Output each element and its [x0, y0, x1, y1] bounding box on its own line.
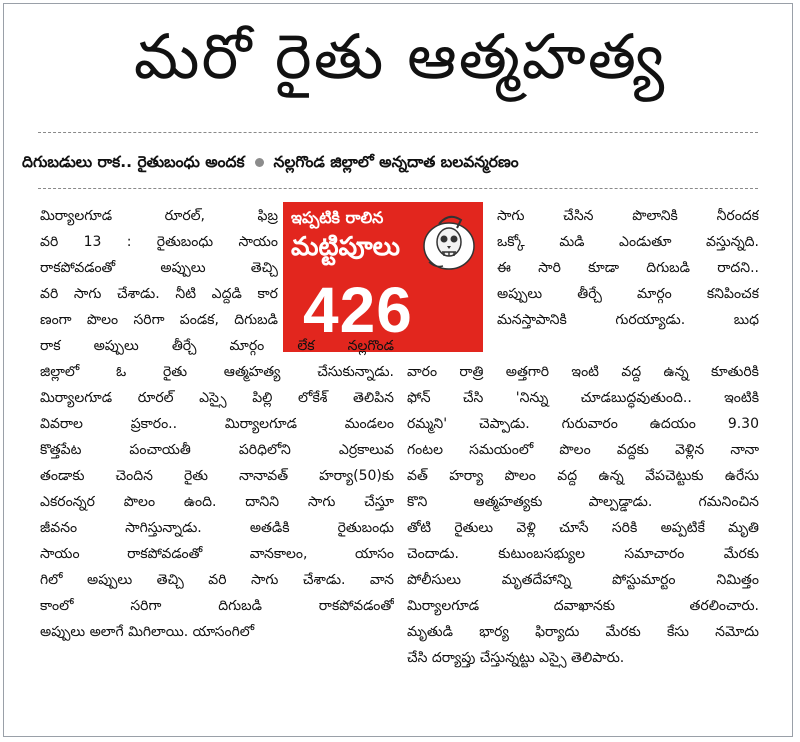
badge-count: 426	[303, 274, 413, 346]
text-line: అప్పులు తీర్చే మార్గం కనిపించక	[497, 286, 759, 302]
bullet-dot-icon	[255, 158, 264, 167]
text-line: కాంలో సరిగా దిగుబడి రాకపోవడంతో	[40, 598, 394, 614]
text-line: తోటి రైతులు వెళ్లి చూసే సరికి అప్పటికే మృతి	[407, 520, 759, 536]
badge-line2: మట్టిపూలు	[291, 232, 401, 262]
text-line: రాక అప్పులు తీర్చే మార్గం లేక నల్లగొండ	[40, 338, 394, 354]
text-line: జీవనం సాగిస్తున్నాడు. అతడికి రైతుబంధు	[40, 520, 394, 536]
text-line: మిర్యాలగూడ రూరల్, ఫిబ్ర	[40, 208, 278, 224]
subheading-divider	[38, 188, 758, 189]
text-line: వరి 13 : రైతుబంధు సాయం	[40, 234, 278, 250]
text-line: మృతుడి భార్య ఫిర్యాదు మేరకు కేసు నమోదు	[407, 624, 759, 640]
text-line: జిల్లాలో ఓ రైతు ఆత్మహత్య చేసుకున్నాడు.	[40, 364, 394, 380]
text-line: పోలీసులు మృతదేహాన్ని పోస్టుమార్టం నిమిత్తం	[407, 572, 759, 588]
subheading-right: నల్లగొండ జిల్లాలో అన్నదాత బలవన్మరణం	[273, 153, 519, 171]
badge-line1: ఇప్పటికి రాలిన	[291, 208, 384, 227]
text-line: సాయం రాకపోవడంతో వానకాలం, యాసం	[40, 546, 394, 562]
text-line: ఫోన్ చేసి 'నిన్ను చూడబుద్ధవుతుంది.. ఇంటికి	[407, 390, 759, 406]
text-line: వరి సాగు చేశాడు. నీటి ఎద్దడి కార	[40, 286, 278, 302]
column1-lower	[40, 333, 394, 645]
text-line: ఒక్కో మడి ఎండుతూ వస్తున్నది.	[497, 234, 759, 250]
column2-upper	[497, 203, 759, 333]
text-line: మనస్తాపానికి గురయ్యాడు. బుధ	[497, 312, 759, 328]
subheading	[22, 150, 782, 174]
text-line: చెందాడు. కుటుంబసభ్యుల సమాచారం మేరకు	[407, 546, 759, 562]
text-line: మిర్యాలగూడ దవాఖానకు తరలించారు.	[407, 598, 759, 614]
text-line: ఈ సారి కూడా దిగుబడి రాదని..	[497, 260, 759, 276]
column1-upper	[40, 203, 278, 333]
subheading-left: దిగుబడులు రాక.. రైతుబంధు అందక	[22, 153, 245, 171]
text-line: రమ్మని' చెప్పాడు. గురువారం ఉదయం 9.30	[407, 416, 759, 432]
headline-divider	[38, 132, 758, 133]
text-line: తండాకు చెందిన రైతు నానావత్ హర్యా(50)కు	[40, 468, 394, 484]
text-line: రాకపోవడంతో అప్పులు తెచ్చి	[40, 260, 278, 276]
headline: మరో రైతు ఆత్మహత్య	[133, 20, 667, 93]
text-line: వివరాల ప్రకారం.. మిర్యాలగూడ మండలం	[40, 416, 394, 432]
text-line: సాగు చేసిన పొలానికి నీరందక	[497, 208, 759, 224]
column2-lower	[407, 359, 759, 671]
text-line: గిలో అప్పులు తెచ్చి వరి సాగు చేశాడు. వాన	[40, 572, 394, 588]
text-line: కొత్తపేట పంచాయతీ పరిధిలోని ఎర్రకాలువ	[40, 442, 394, 458]
text-line: గంటల సమయంలో పొలం వద్దకు వెళ్లిన నానా	[407, 442, 759, 458]
text-line: మిర్యాలగూడ రూరల్ ఎస్సై పిల్లి లోకేశ్ తెలిపిన	[40, 390, 394, 406]
text-line: చేసి దర్యాప్తు చేస్తున్నట్టు ఎస్సై తెలిపారు.	[407, 650, 625, 666]
skull-icon	[421, 210, 477, 272]
text-line: ణంగా పొలం సరిగా పండక, దిగుబడి	[40, 312, 278, 328]
text-line: ఎకరంన్నర పొలం ఉంది. దానిని సాగు చేస్తూ	[40, 494, 394, 510]
text-line: అప్పులు అలాగే మిగిలాయి. యాసంగిలో	[40, 624, 255, 640]
text-line: వారం రాత్రి అత్తగారి ఇంటి వద్ద ఉన్న కూతురికి	[407, 364, 759, 380]
text-line: కొని ఆత్మహత్యకు పాల్పడ్డాడు. గమనించిన	[407, 494, 759, 510]
text-line: వత్ హర్యా పొలం వద్ద ఉన్న వేపచెట్టుకు ఉరేసు	[407, 468, 759, 484]
death-toll-badge	[283, 202, 483, 352]
